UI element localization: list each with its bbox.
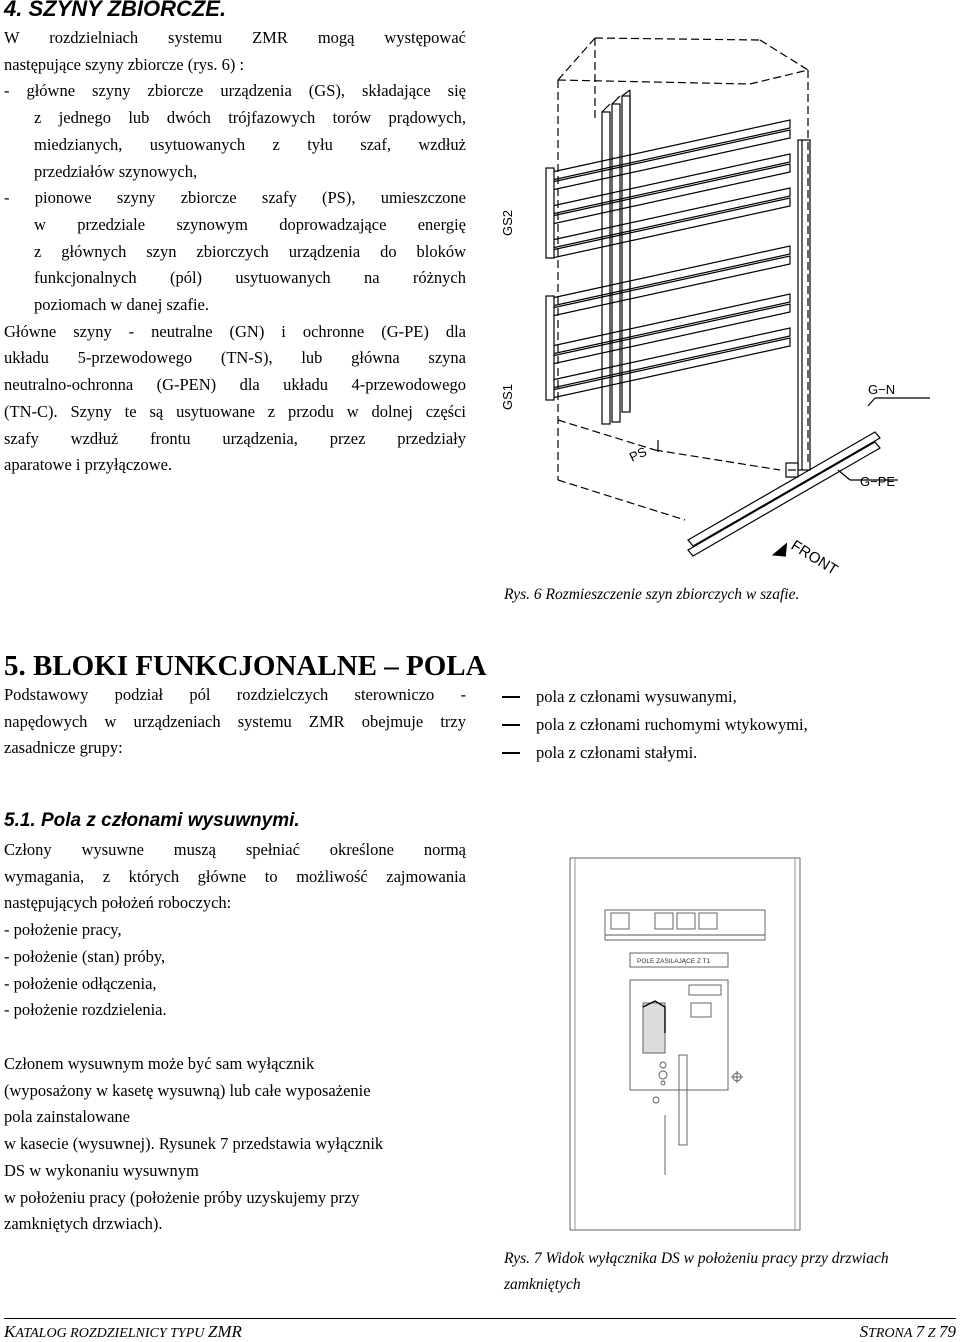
footer-rule bbox=[4, 1318, 956, 1319]
text-line: w położeniu pracy (położenie próby uzyskujemy przy bbox=[4, 1187, 360, 1207]
text-line: DS w wykonaniu wysuwnym bbox=[4, 1160, 199, 1180]
section51-text bbox=[4, 837, 466, 1024]
text-line: zasadnicze grupy: bbox=[4, 738, 123, 758]
footer-text: TRONA bbox=[868, 1326, 916, 1341]
text-line: (wyposażony w kasetę wysuwną) lub całe wyposażenie bbox=[4, 1080, 371, 1100]
text-line: z jednego lub dwóch trójfazowych torów prądowych, bbox=[34, 108, 466, 128]
text-line: przedziałów szynowych, bbox=[34, 161, 198, 181]
figure6-caption: Rys. 6 Rozmieszczenie szyn zbiorczych w szafie. bbox=[504, 586, 800, 603]
text-line: - główne szyny zbiorcze urządzenia (GS), składające się bbox=[4, 81, 466, 101]
gpe-label: G−PE bbox=[860, 474, 896, 489]
list-item: pola z członami ruchomymi wtykowymi, bbox=[502, 711, 808, 739]
list-item: pola z członami wysuwanymi, bbox=[502, 683, 808, 711]
figure6-busbar-drawing bbox=[490, 0, 960, 585]
front-label: FRONT bbox=[787, 536, 841, 579]
text-line: w kasecie (wysuwnej). Rysunek 7 przedstawia wyłącznik bbox=[4, 1134, 384, 1154]
text-line: - położenie (stan) próby, bbox=[4, 946, 166, 966]
section4-text bbox=[4, 25, 466, 479]
footer-text: K bbox=[4, 1322, 16, 1341]
text-line: następujące szyny zbiorcze (rys. 6) : bbox=[4, 54, 245, 74]
footer-text: 79 bbox=[939, 1322, 956, 1341]
figure7-panel-drawing bbox=[565, 855, 805, 1235]
caption-line: Rys. 7 Widok wyłącznika DS w położeniu pracy przy drzwiach bbox=[504, 1250, 889, 1267]
ps-label: PS bbox=[626, 443, 649, 465]
panel-label: POLE ZASILAJĄCE Z T1 bbox=[637, 958, 711, 965]
caption-line: zamkniętych bbox=[504, 1276, 581, 1293]
text-line: - położenie odłączenia, bbox=[4, 973, 157, 993]
text-line: szafy wzdłuż frontu urządzenia, przez przedziały bbox=[4, 428, 466, 448]
footer-text: ZMR bbox=[207, 1322, 242, 1341]
text-line: neutralno-ochronna (G-PEN) dla układu 4-przewodowego bbox=[4, 375, 466, 395]
section5-heading: 5. BLOKI FUNKCJONALNE – POLA bbox=[4, 650, 487, 682]
gs2-label: GS2 bbox=[500, 209, 515, 236]
section51-paragraph bbox=[4, 1051, 466, 1238]
section5-intro bbox=[4, 682, 466, 762]
text-line: - położenie rozdzielenia. bbox=[4, 1000, 167, 1020]
footer-text: ATALOG ROZDZIELNICY TYPU bbox=[15, 1326, 208, 1341]
footer-page-number bbox=[860, 1322, 956, 1342]
text-line: zamkniętych drzwiach). bbox=[4, 1214, 163, 1234]
text-line: miedzianych, usytuowanych z tyłu szaf, wzdłuż bbox=[34, 134, 466, 154]
text-line: napędowych w urządzeniach systemu ZMR obejmuje trzy bbox=[4, 711, 466, 731]
text-line: pola zainstalowane bbox=[4, 1107, 130, 1127]
section51-heading: 5.1. Pola z członami wysuwnymi. bbox=[4, 810, 300, 831]
text-line: poziomach w danej szafie. bbox=[34, 295, 210, 315]
figure7-caption bbox=[504, 1246, 889, 1298]
text-line: (TN-C). Szyny te są usytuowane z przodu w dolnej części bbox=[4, 401, 466, 421]
text-line: Człony wysuwne muszą spełniać określone normą bbox=[4, 840, 466, 859]
text-line: układu 5-przewodowego (TN-S), lub główna szyna bbox=[4, 348, 466, 368]
text-line: Członem wysuwnym może być sam wyłącznik bbox=[4, 1054, 315, 1073]
text-line: aparatowe i przyłączowe. bbox=[4, 455, 173, 475]
section5-groups-list bbox=[502, 683, 808, 767]
text-line: następujących położeń roboczych: bbox=[4, 893, 232, 913]
text-line: Podstawowy podział pól rozdzielczych sterowniczo - bbox=[4, 685, 466, 704]
text-line: funkcjonalnych (pól) usytuowanych na różnych bbox=[34, 268, 466, 288]
footer-text: Z bbox=[924, 1326, 939, 1341]
gs1-label: GS1 bbox=[500, 383, 515, 410]
text-line: Główne szyny - neutralne (GN) i ochronne (G-PE) dla bbox=[4, 321, 466, 341]
text-line: W rozdzielniach systemu ZMR mogą występować bbox=[4, 28, 466, 47]
section4-heading: 4. SZYNY ZBIORCZE. bbox=[4, 0, 227, 21]
list-item: pola z członami stałymi. bbox=[502, 739, 808, 767]
text-line: w przedziale szynowym doprowadzające energię bbox=[34, 214, 466, 234]
text-line: - położenie pracy, bbox=[4, 920, 122, 940]
footer-catalog-title bbox=[4, 1322, 242, 1342]
text-line: - pionowe szyny zbiorcze szafy (PS), umieszczone bbox=[4, 188, 466, 208]
text-line: z głównych szyn zbiorczych urządzenia do bloków bbox=[34, 241, 466, 261]
gn-label: G−N bbox=[868, 382, 896, 397]
footer-text: 7 bbox=[915, 1322, 925, 1341]
footer-text: S bbox=[859, 1322, 869, 1341]
text-line: wymagania, z których główne to możliwość zajmowania bbox=[4, 866, 466, 886]
